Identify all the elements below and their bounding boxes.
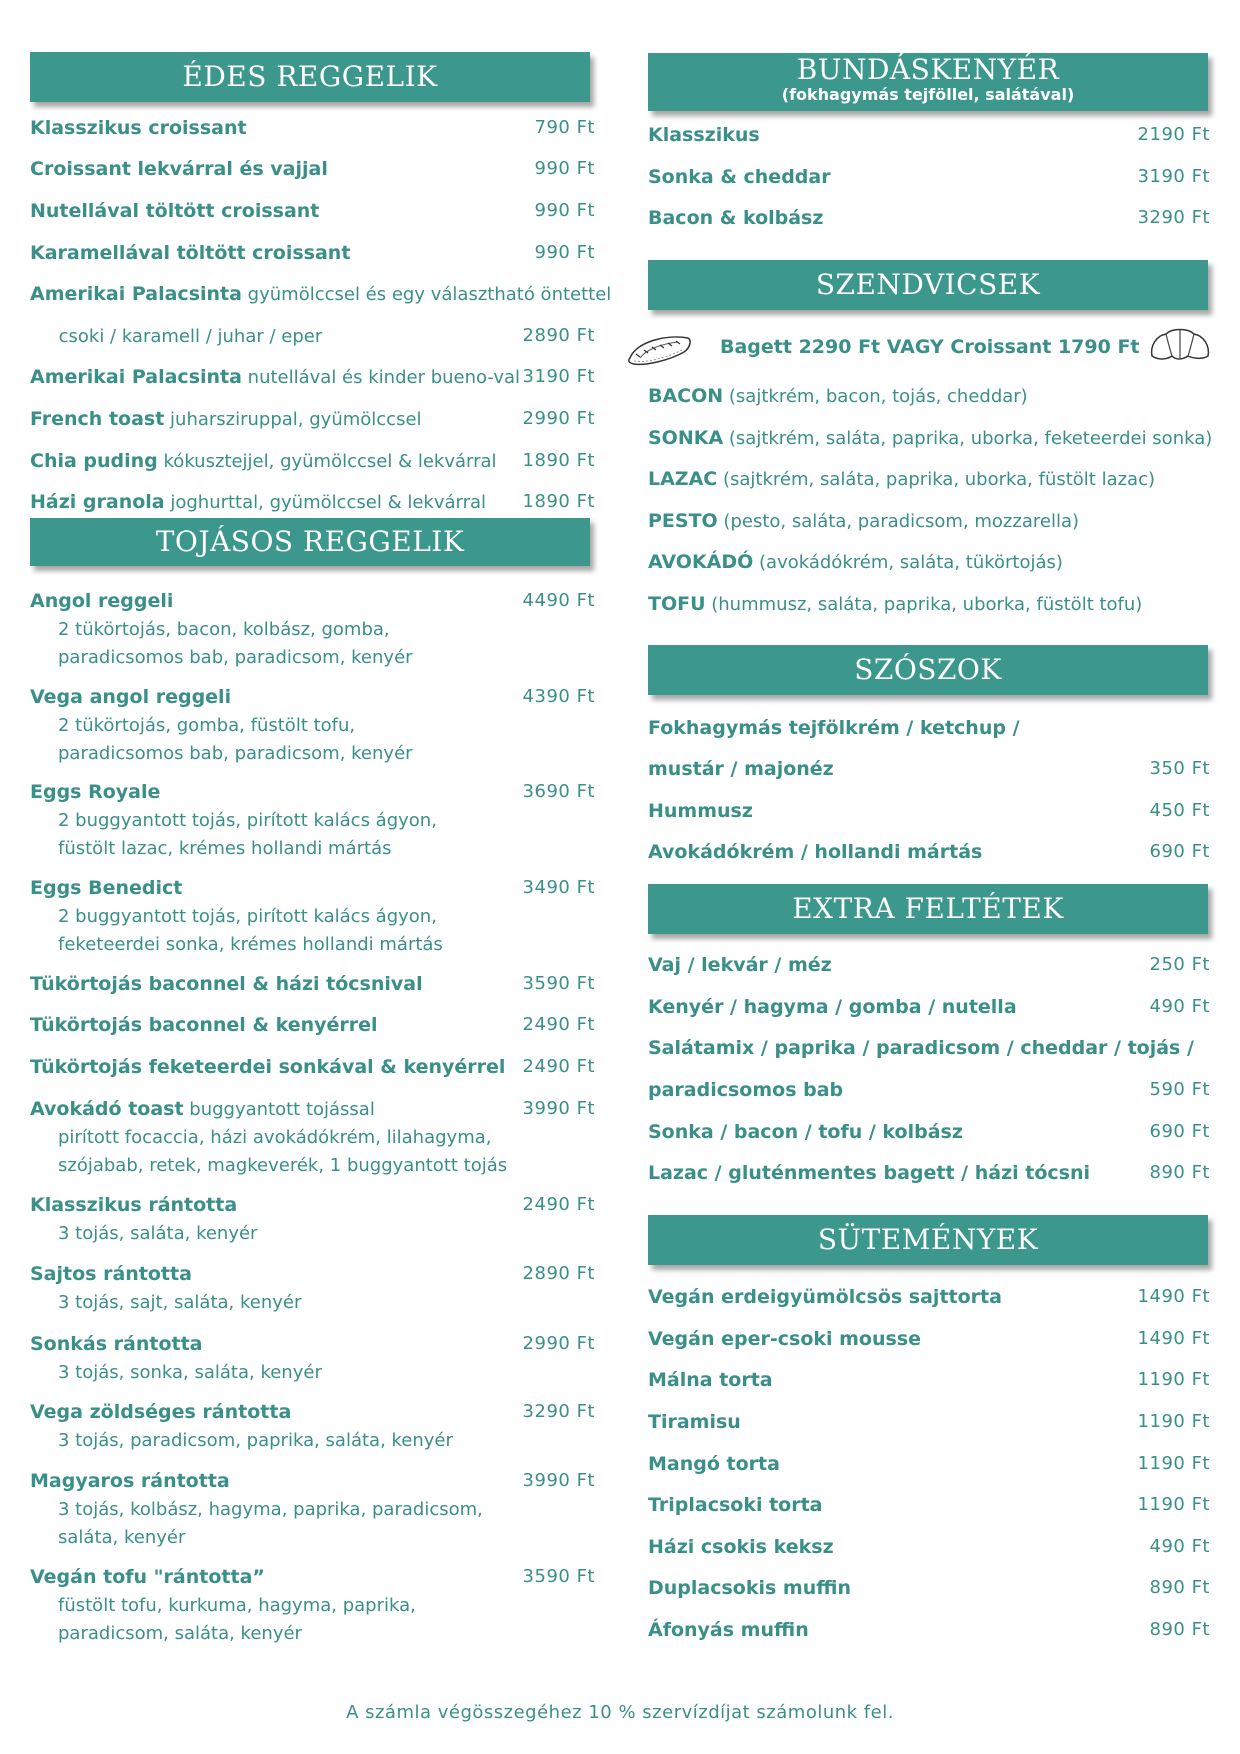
menu-item: PESTO (pesto, saláta, paradicsom, mozzarella) [648, 510, 1079, 532]
menu-item: Vega zöldséges rántotta 3290 Ft [30, 1401, 595, 1423]
section-title: BUNDÁSKENYÉR [796, 53, 1060, 86]
menu-item: Klasszikus croissant 790 Ft [30, 117, 595, 139]
menu-item: LAZAC (sajtkrém, saláta, paprika, uborka, füstölt lazac) [648, 468, 1156, 490]
menu-item: Eggs Royale 3690 Ft [30, 781, 595, 803]
menu-item: Házi csokis keksz 490 Ft [648, 1536, 1210, 1558]
menu-item-description: paradicsomos bab, paradicsom, kenyér [58, 647, 413, 668]
section-title: SZENDVICSEK [815, 268, 1041, 301]
menu-item-description: füstölt tofu, kurkuma, hagyma, paprika, [58, 1595, 416, 1616]
menu-item: Triplacsoki torta 1190 Ft [648, 1494, 1210, 1516]
menu-item: Amerikai Palacsinta nutellával és kinder bueno-val 3190 Ft [30, 366, 595, 388]
section-subtitle: (fokhagymás tejföllel, salátával) [781, 85, 1075, 104]
menu-item: Vegán erdeigyümölcsös sajttorta 1490 Ft [648, 1286, 1210, 1308]
menu-item: SONKA (sajtkrém, saláta, paprika, uborka, feketeerdei sonka) [648, 427, 1213, 449]
menu-item-description: 2 tükörtojás, gomba, füstölt tofu, [58, 715, 356, 736]
menu-item: Hummusz 450 Ft [648, 800, 1210, 822]
menu-item-description: 2 tükörtojás, bacon, kolbász, gomba, [58, 619, 390, 640]
menu-item: Vaj / lekvár / méz 250 Ft [648, 954, 1210, 976]
section-banner-szendvicsek [648, 260, 1208, 310]
menu-item: Sonkás rántotta 2990 Ft [30, 1333, 595, 1355]
menu-item-description: saláta, kenyér [58, 1527, 186, 1548]
menu-item-description: 3 tojás, sonka, saláta, kenyér [58, 1362, 322, 1383]
section-title: EXTRA FELTÉTEK [792, 892, 1064, 925]
menu-item: Salátamix / paprika / paradicsom / cheddar / tojás / [648, 1037, 1194, 1059]
menu-item-description: 3 tojás, paradicsom, paprika, saláta, kenyér [58, 1430, 453, 1451]
menu-item-description: pirított focaccia, házi avokádókrém, lilahagyma, [58, 1127, 492, 1148]
menu-item: Duplacsokis muffin 890 Ft [648, 1577, 1210, 1599]
menu-item: Vega angol reggeli 4390 Ft [30, 686, 595, 708]
bread-choice-label: Bagett 2290 Ft VAGY Croissant 1790 Ft [720, 336, 1140, 358]
menu-item: Lazac / gluténmentes bagett / házi tócsni 890 Ft [648, 1162, 1210, 1184]
section-banner-sutemenyek [648, 1215, 1208, 1265]
menu-item: Amerikai Palacsinta gyümölccsel és egy választható öntettel [30, 283, 612, 305]
menu-item: Tükörtojás feketeerdei sonkával & kenyérrel 2490 Ft [30, 1056, 595, 1078]
menu-item: Kenyér / hagyma / gomba / nutella 490 Ft [648, 996, 1210, 1018]
menu-item: Málna torta 1190 Ft [648, 1369, 1210, 1391]
service-charge-note: A számla végösszegéhez 10 % szervízdíjat számolunk fel. [346, 1702, 894, 1723]
menu-item-description: füstölt lazac, krémes hollandi mártás [58, 838, 392, 859]
menu-item: Mangó torta 1190 Ft [648, 1453, 1210, 1475]
menu-item: AVOKÁDÓ (avokádókrém, saláta, tükörtojás) [648, 551, 1063, 573]
menu-item: Karamellával töltött croissant 990 Ft [30, 242, 595, 264]
menu-item: Angol reggeli 4490 Ft [30, 590, 595, 612]
menu-item: Tiramisu 1190 Ft [648, 1411, 1210, 1433]
menu-item-description: 2 buggyantott tojás, pirított kalács ágyon, [58, 906, 437, 927]
menu-item: Avokádó toast buggyantott tojással 3990 Ft [30, 1098, 595, 1120]
menu-item: Eggs Benedict 3490 Ft [30, 877, 595, 899]
menu-item: Tükörtojás baconnel & kenyérrel 2490 Ft [30, 1014, 595, 1036]
menu-item: BACON (sajtkrém, bacon, tojás, cheddar) [648, 385, 1028, 407]
menu-item: csoki / karamell / juhar / eper 2890 Ft [30, 325, 595, 347]
menu-item-description: 3 tojás, sajt, saláta, kenyér [58, 1292, 302, 1313]
menu-item: Klasszikus rántotta 2490 Ft [30, 1194, 595, 1216]
menu-item: Házi granola joghurttal, gyümölccsel & lekvárral 1890 Ft [30, 491, 595, 513]
menu-item: Bacon & kolbász 3290 Ft [648, 207, 1210, 229]
menu-item: Sonka / bacon / tofu / kolbász 690 Ft [648, 1121, 1210, 1143]
menu-item: Sonka & cheddar 3190 Ft [648, 166, 1210, 188]
menu-item: French toast juharsziruppal, gyümölccsel 2990 Ft [30, 408, 595, 430]
menu-item-description: feketeerdei sonka, krémes hollandi mártás [58, 934, 443, 955]
section-banner-tojasos-reggelik [30, 518, 590, 566]
section-banner-extra-feltetek [648, 884, 1208, 934]
menu-item: Vegán eper-csoki mousse 1490 Ft [648, 1328, 1210, 1350]
bread-choice [648, 328, 1210, 368]
menu-item-description: 2 buggyantott tojás, pirított kalács ágyon, [58, 810, 437, 831]
menu-item: paradicsomos bab 590 Ft [648, 1079, 1210, 1101]
section-title: ÉDES REGGELIK [182, 60, 438, 93]
section-title: SZÓSZOK [854, 653, 1002, 686]
section-banner-bundaskenyer [648, 53, 1208, 111]
menu-item: Chia puding kókusztejjel, gyümölccsel & lekvárral 1890 Ft [30, 450, 595, 472]
menu-item-description: szójabab, retek, magkeverék, 1 buggyantott tojás [58, 1155, 508, 1176]
croissant-icon [1148, 324, 1212, 364]
menu-item: Klasszikus 2190 Ft [648, 124, 1210, 146]
baguette-icon [626, 328, 694, 368]
section-title: SÜTEMÉNYEK [817, 1223, 1039, 1256]
menu-item: Magyaros rántotta 3990 Ft [30, 1470, 595, 1492]
menu-item-description: paradicsomos bab, paradicsom, kenyér [58, 743, 413, 764]
menu-item: Áfonyás muffin 890 Ft [648, 1619, 1210, 1641]
menu-item: Sajtos rántotta 2890 Ft [30, 1263, 595, 1285]
menu-item-description: paradicsom, saláta, kenyér [58, 1623, 302, 1644]
section-title: TOJÁSOS REGGELIK [155, 525, 465, 558]
menu-item: Avokádókrém / hollandi mártás 690 Ft [648, 841, 1210, 863]
menu-item-description: 3 tojás, saláta, kenyér [58, 1223, 258, 1244]
section-banner-szoszok [648, 645, 1208, 695]
menu-item: mustár / majonéz 350 Ft [648, 758, 1210, 780]
menu-item: TOFU (hummusz, saláta, paprika, uborka, füstölt tofu) [648, 593, 1143, 615]
menu-item: Nutellával töltött croissant 990 Ft [30, 200, 595, 222]
menu-item: Tükörtojás baconnel & házi tócsnival 3590 Ft [30, 973, 595, 995]
menu-item: Vegán tofu "rántotta” 3590 Ft [30, 1566, 595, 1588]
section-banner-edes-reggelik [30, 52, 590, 102]
menu-item: Fokhagymás tejfölkrém / ketchup / [648, 717, 1020, 739]
menu-item: Croissant lekvárral és vajjal 990 Ft [30, 158, 595, 180]
menu-item-description: 3 tojás, kolbász, hagyma, paprika, paradicsom, [58, 1499, 483, 1520]
